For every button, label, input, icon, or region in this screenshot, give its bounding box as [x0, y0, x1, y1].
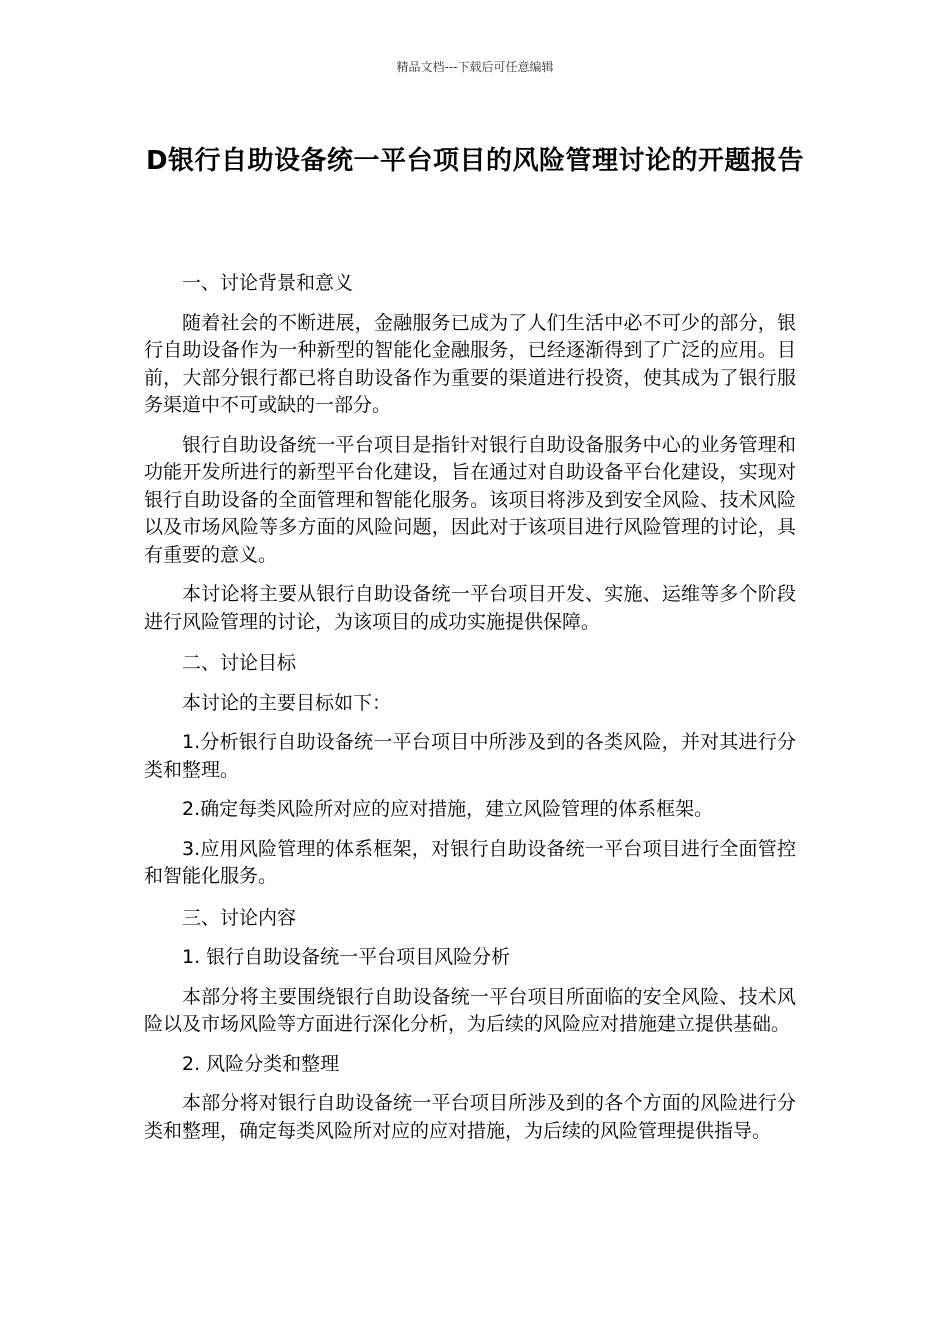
goal-item-1: 1.分析银行自助设备统一平台项目中所涉及到的各类风险，并对其进行分类和整理。 [144, 731, 796, 781]
section-heading-background: 一、讨论背景和意义 [182, 272, 354, 294]
content-subheading-1: 1. 银行自助设备统一平台项目风险分析 [182, 946, 511, 968]
content-subheading-2: 2. 风险分类和整理 [182, 1052, 340, 1075]
paragraph-background-1: 随着社会的不断进展，金融服务已成为了人们生活中必不可少的部分，银行自助设备作为一种新型的智能化金融服务，已经逐渐得到了广泛的应用。目前，大部分银行都已将自助设备作为重要的渠道进行投资，使其成为了银行服务渠道中不可或缺的一部分。 [144, 311, 796, 416]
section-heading-content: 三、讨论内容 [182, 906, 297, 929]
paragraph-background-3: 本讨论将主要从银行自助设备统一平台项目开发、实施、运维等多个阶段进行风险管理的讨论，为该项目的成功实施提供保障。 [144, 583, 796, 633]
paragraph-goals-intro: 本讨论的主要目标如下： [182, 691, 392, 714]
header-note: 精品文档---下载后可任意编辑 [396, 60, 554, 74]
section-heading-goals: 二、讨论目标 [182, 652, 297, 674]
goal-item-3: 3.应用风险管理的体系框架，对银行自助设备统一平台项目进行全面管控和智能化服务。 [144, 837, 796, 887]
content-paragraph-1: 本部分将主要围绕银行自助设备统一平台项目所面临的安全风险、技术风险以及市场风险等方面进行深化分析，为后续的风险应对措施建立提供基础。 [144, 985, 796, 1035]
content-paragraph-2: 本部分将对银行自助设备统一平台项目所涉及到的各个方面的风险进行分类和整理，确定每类风险所对应的应对措施，为后续的风险管理提供指导。 [144, 1092, 796, 1142]
document-title: D银行自助设备统一平台项目的风险管理讨论的开题报告 [145, 146, 805, 176]
paragraph-background-2: 银行自助设备统一平台项目是指针对银行自助设备服务中心的业务管理和功能开发所进行的新型平台化建设，旨在通过对自助设备平台化建设，实现对银行自助设备的全面管理和智能化服务。该项目将涉及到安全风险、技术风险以及市场风险等多方面的风险问题，因此对于该项目进行风险管理的讨论，具有重要的意义。 [144, 433, 796, 566]
document-body [144, 270, 796, 1145]
goal-item-2: 2.确定每类风险所对应的应对措施，建立风险管理的体系框架。 [182, 798, 714, 820]
